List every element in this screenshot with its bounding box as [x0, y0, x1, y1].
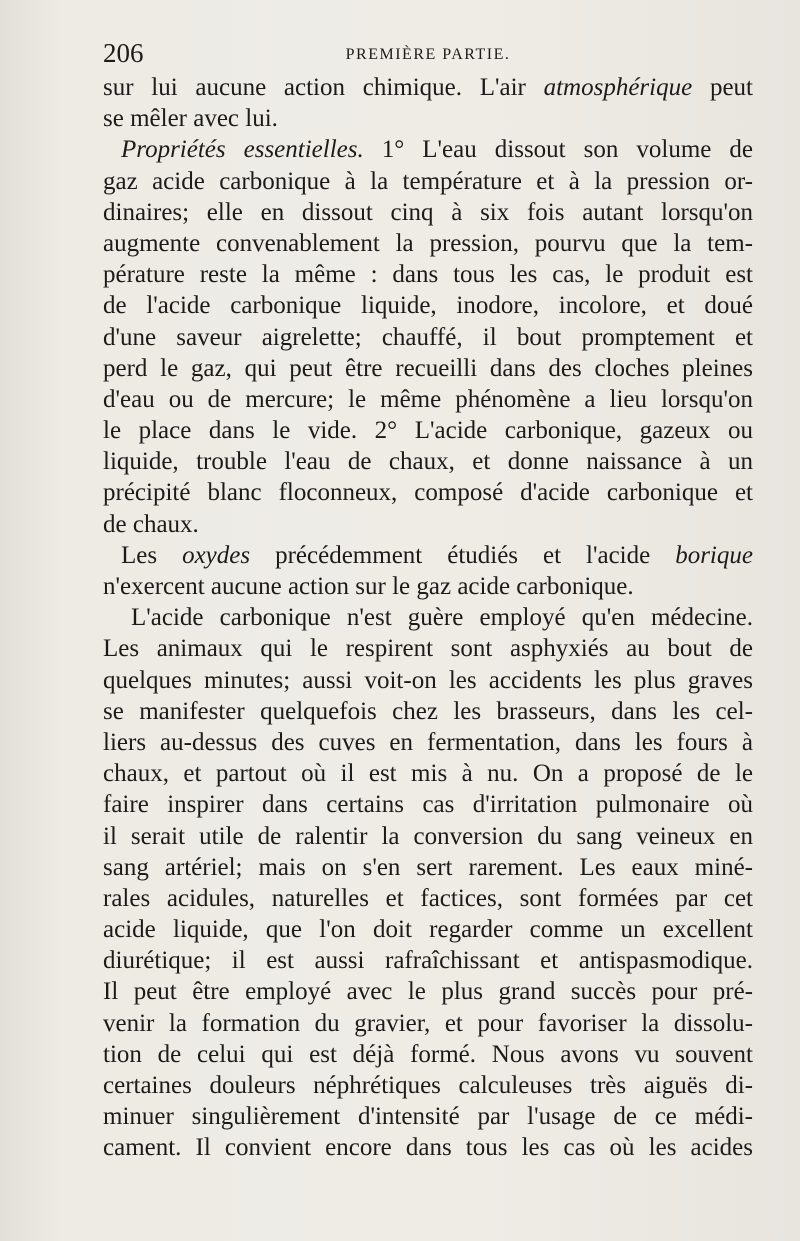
text-line: gaz acide carbonique à la température et à la pression or- — [103, 167, 753, 195]
text-line: de chaux. — [103, 510, 199, 538]
text-line: sang artériel; mais on s'en sert rarement. Les eaux miné- — [103, 853, 753, 881]
text-line: Propriétés essentielles. 1° L'eau dissout son volume de — [121, 136, 753, 164]
text-line: Les animaux qui le respirent sont asphyxiés au bout de — [103, 635, 753, 663]
page-header — [103, 38, 753, 70]
text-line: augmente convenablement la pression, pourvu que la tem- — [103, 229, 753, 257]
section-heading: Propriétés essentielles. — [121, 136, 364, 164]
text-line: Il peut être employé avec le plus grand succès pour pré- — [103, 978, 753, 1006]
italic-term: borique — [675, 541, 753, 569]
text-line: chaux, et partout où il est mis à nu. On a proposé de le — [103, 760, 753, 788]
text-line: acide liquide, que l'on doit regarder comme un excellent — [103, 916, 753, 944]
text-line: quelques minutes; aussi voit-on les accidents les plus graves — [103, 666, 753, 694]
text-line: rales acidules, naturelles et factices, sont formées par cet — [103, 884, 753, 912]
body-text — [103, 72, 753, 1164]
text-line: cament. Il convient encore dans tous les cas où les acides — [103, 1134, 753, 1162]
text-line: dinaires; elle en dissout cinq à six fois autant lorsqu'on — [103, 198, 753, 226]
text-line: perd le gaz, qui peut être recueilli dans des cloches pleines — [103, 354, 753, 382]
running-head: PREMIÈRE PARTIE. — [345, 46, 511, 63]
text-line: Les oxydes précédemment étudiés et l'acide borique — [121, 541, 753, 569]
text-line: diurétique; il est aussi rafraîchissant et antispasmodique. — [103, 947, 753, 975]
text-line: liquide, trouble l'eau de chaux, et donne naissance à un — [103, 448, 753, 476]
text-line: pérature reste la même : dans tous les cas, le produit est — [103, 261, 753, 289]
text-line: sur lui aucune action chimique. L'air atmosphérique peut — [103, 74, 753, 101]
text-line: tion de celui qui est déjà formé. Nous avons vu souvent — [103, 1040, 753, 1068]
text-line: il serait utile de ralentir la conversion du sang veineux en — [103, 822, 753, 850]
text-line: faire inspirer dans certains cas d'irritation pulmonaire où — [103, 791, 753, 819]
text-line: de l'acide carbonique liquide, inodore, incolore, et doué — [103, 292, 753, 320]
text-line: d'une saveur aigrelette; chauffé, il bout promptement et — [103, 323, 753, 351]
text-line: venir la formation du gravier, et pour favoriser la dissolu- — [103, 1009, 753, 1037]
text-line: liers au-dessus des cuves en fermentation, dans les fours à — [103, 728, 753, 756]
italic-term: atmosphérique — [543, 74, 693, 101]
italic-term: oxydes — [182, 541, 251, 569]
text-line: d'eau ou de mercure; le même phénomène a lieu lorsqu'on — [103, 385, 753, 413]
text-line: se mêler avec lui. — [103, 105, 278, 133]
text-line: minuer singulièrement d'intensité par l'usage de ce médi- — [103, 1103, 753, 1131]
text-line: L'acide carbonique n'est guère employé qu'en médecine. — [131, 604, 753, 632]
page-number: 206 — [103, 38, 144, 68]
text-line: n'exercent aucune action sur le gaz acide carbonique. — [103, 573, 634, 600]
text-line: certaines douleurs néphrétiques calculeuses très aiguës di- — [103, 1072, 753, 1099]
text-line: le place dans le vide. 2° L'acide carbonique, gazeux ou — [103, 417, 753, 445]
text-line: précipité blanc floconneux, composé d'acide carbonique et — [103, 479, 753, 507]
text-line: se manifester quelquefois chez les brasseurs, dans les cel- — [103, 697, 753, 725]
